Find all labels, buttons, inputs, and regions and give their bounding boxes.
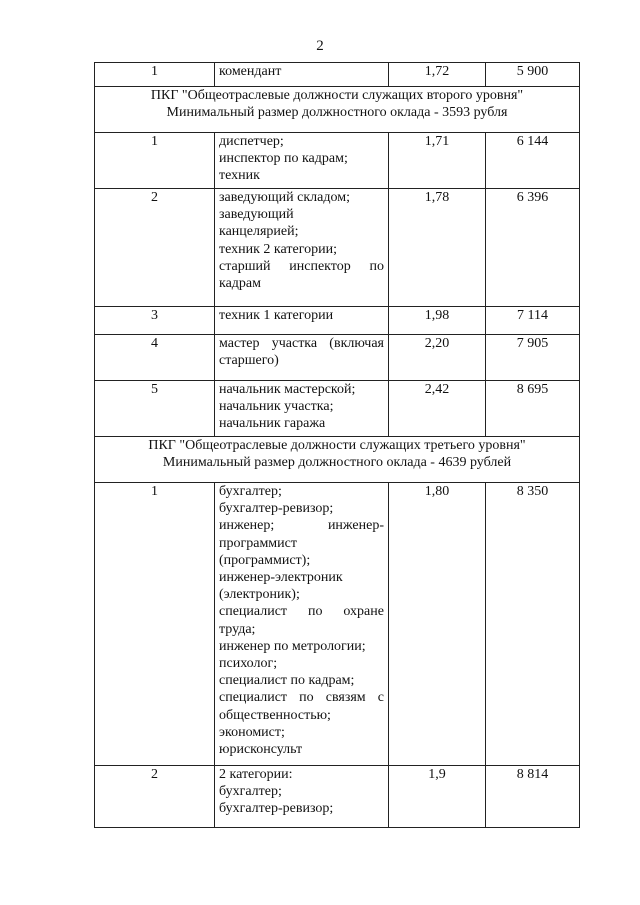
position-word: (включая xyxy=(329,336,384,351)
table-row xyxy=(95,307,580,335)
position-line: юрисконсульт xyxy=(219,742,303,758)
position-line: техник xyxy=(219,168,260,184)
position-line: заведующий xyxy=(219,207,294,223)
table-row xyxy=(95,189,580,307)
position-line: (программист); xyxy=(219,552,311,568)
position-line xyxy=(219,335,384,352)
position-line: (электроник); xyxy=(219,587,300,603)
position-line: начальник гаража xyxy=(219,416,326,432)
group-header xyxy=(95,87,580,133)
table-row xyxy=(95,63,580,87)
position-line: заведующий складом; xyxy=(219,190,350,205)
position-cell xyxy=(215,307,389,335)
group-subtitle: Минимальный размер должностного оклада - 3593 рубля xyxy=(166,105,508,121)
salary-cell: 6 144 xyxy=(486,133,580,189)
salary-cell: 8 814 xyxy=(486,766,580,828)
position-line: программист xyxy=(219,535,297,551)
position-line: бухгалтер-ревизор; xyxy=(219,501,334,517)
salary-table xyxy=(94,62,580,828)
position-cell xyxy=(215,189,389,307)
position-line xyxy=(219,689,384,706)
position-word: участка xyxy=(271,336,318,351)
salary-cell: 8 350 xyxy=(486,483,580,766)
row-number: 1 xyxy=(95,483,215,766)
position-line: психолог; xyxy=(219,656,278,672)
salary-cell: 5 900 xyxy=(486,63,580,87)
group-title: ПКГ "Общеотраслевые должности служащих второго уровня" xyxy=(150,88,524,103)
position-line: начальник участка; xyxy=(219,399,334,415)
position-word: по xyxy=(299,690,314,706)
page-number: 2 xyxy=(316,38,324,54)
position-line: общественностью; xyxy=(219,707,331,723)
position-line: комендант xyxy=(219,64,282,79)
position-word: инспектор xyxy=(289,258,351,274)
table-row xyxy=(95,766,580,828)
position-line: труда; xyxy=(219,621,256,637)
coefficient-cell: 2,42 xyxy=(389,381,486,437)
position-line: специалист по кадрам; xyxy=(219,673,355,689)
group-header xyxy=(95,437,580,483)
position-word: по xyxy=(369,258,384,274)
group-header-row xyxy=(95,437,580,483)
row-number: 1 xyxy=(95,133,215,189)
position-cell xyxy=(215,335,389,381)
salary-cell: 7 905 xyxy=(486,335,580,381)
position-line: экономист; xyxy=(219,724,285,740)
row-number: 5 xyxy=(95,381,215,437)
position-word: связям xyxy=(325,690,366,706)
salary-cell: 7 114 xyxy=(486,307,580,335)
position-line: инспектор по кадрам; xyxy=(219,151,348,167)
coefficient-cell: 1,98 xyxy=(389,307,486,335)
row-number: 2 xyxy=(95,189,215,307)
coefficient-cell: 1,9 xyxy=(389,766,486,828)
position-word: инженер- xyxy=(327,518,384,534)
position-line xyxy=(219,603,384,620)
table-row xyxy=(95,133,580,189)
position-cell xyxy=(215,63,389,87)
position-cell xyxy=(215,133,389,189)
coefficient-cell: 1,72 xyxy=(389,63,486,87)
position-line: 2 категории: xyxy=(219,767,293,782)
position-line: техник 1 категории xyxy=(219,308,334,323)
position-word: старший xyxy=(219,258,271,274)
position-line: инженер по метрологии; xyxy=(219,638,366,654)
position-line: начальник мастерской; xyxy=(219,382,356,397)
coefficient-cell: 2,20 xyxy=(389,335,486,381)
salary-cell: 6 396 xyxy=(486,189,580,307)
table-row xyxy=(95,381,580,437)
table-row xyxy=(95,483,580,766)
position-line: инженер-электроник xyxy=(219,570,343,586)
position-line: канцелярией; xyxy=(219,224,299,240)
position-word: по xyxy=(307,604,323,620)
group-title: ПКГ "Общеотраслевые должности служащих третьего уровня" xyxy=(148,438,526,453)
position-cell xyxy=(215,766,389,828)
salary-cell: 8 695 xyxy=(486,381,580,437)
row-number: 4 xyxy=(95,335,215,381)
position-line: техник 2 категории; xyxy=(219,241,337,257)
position-line: бухгалтер; xyxy=(219,784,282,800)
row-number: 1 xyxy=(95,63,215,87)
position-line xyxy=(219,258,384,275)
position-word: специалист xyxy=(219,604,288,620)
position-line xyxy=(219,517,384,534)
group-header-row xyxy=(95,87,580,133)
position-line: бухгалтер; xyxy=(219,484,282,499)
position-line: диспетчер; xyxy=(219,134,284,149)
position-word: инженер; xyxy=(219,518,275,534)
position-cell xyxy=(215,381,389,437)
coefficient-cell: 1,78 xyxy=(389,189,486,307)
position-line: бухгалтер-ревизор; xyxy=(219,801,334,817)
row-number: 2 xyxy=(95,766,215,828)
position-word: специалист xyxy=(219,690,288,706)
position-word: мастер xyxy=(219,336,260,351)
position-word: охране xyxy=(343,604,384,620)
position-word: с xyxy=(377,690,384,706)
position-cell xyxy=(215,483,389,766)
position-line: старшего) xyxy=(219,353,279,369)
position-line: кадрам xyxy=(219,276,261,292)
coefficient-cell: 1,71 xyxy=(389,133,486,189)
row-number: 3 xyxy=(95,307,215,335)
table-row xyxy=(95,335,580,381)
group-subtitle: Минимальный размер должностного оклада - 4639 рублей xyxy=(162,455,512,471)
coefficient-cell: 1,80 xyxy=(389,483,486,766)
